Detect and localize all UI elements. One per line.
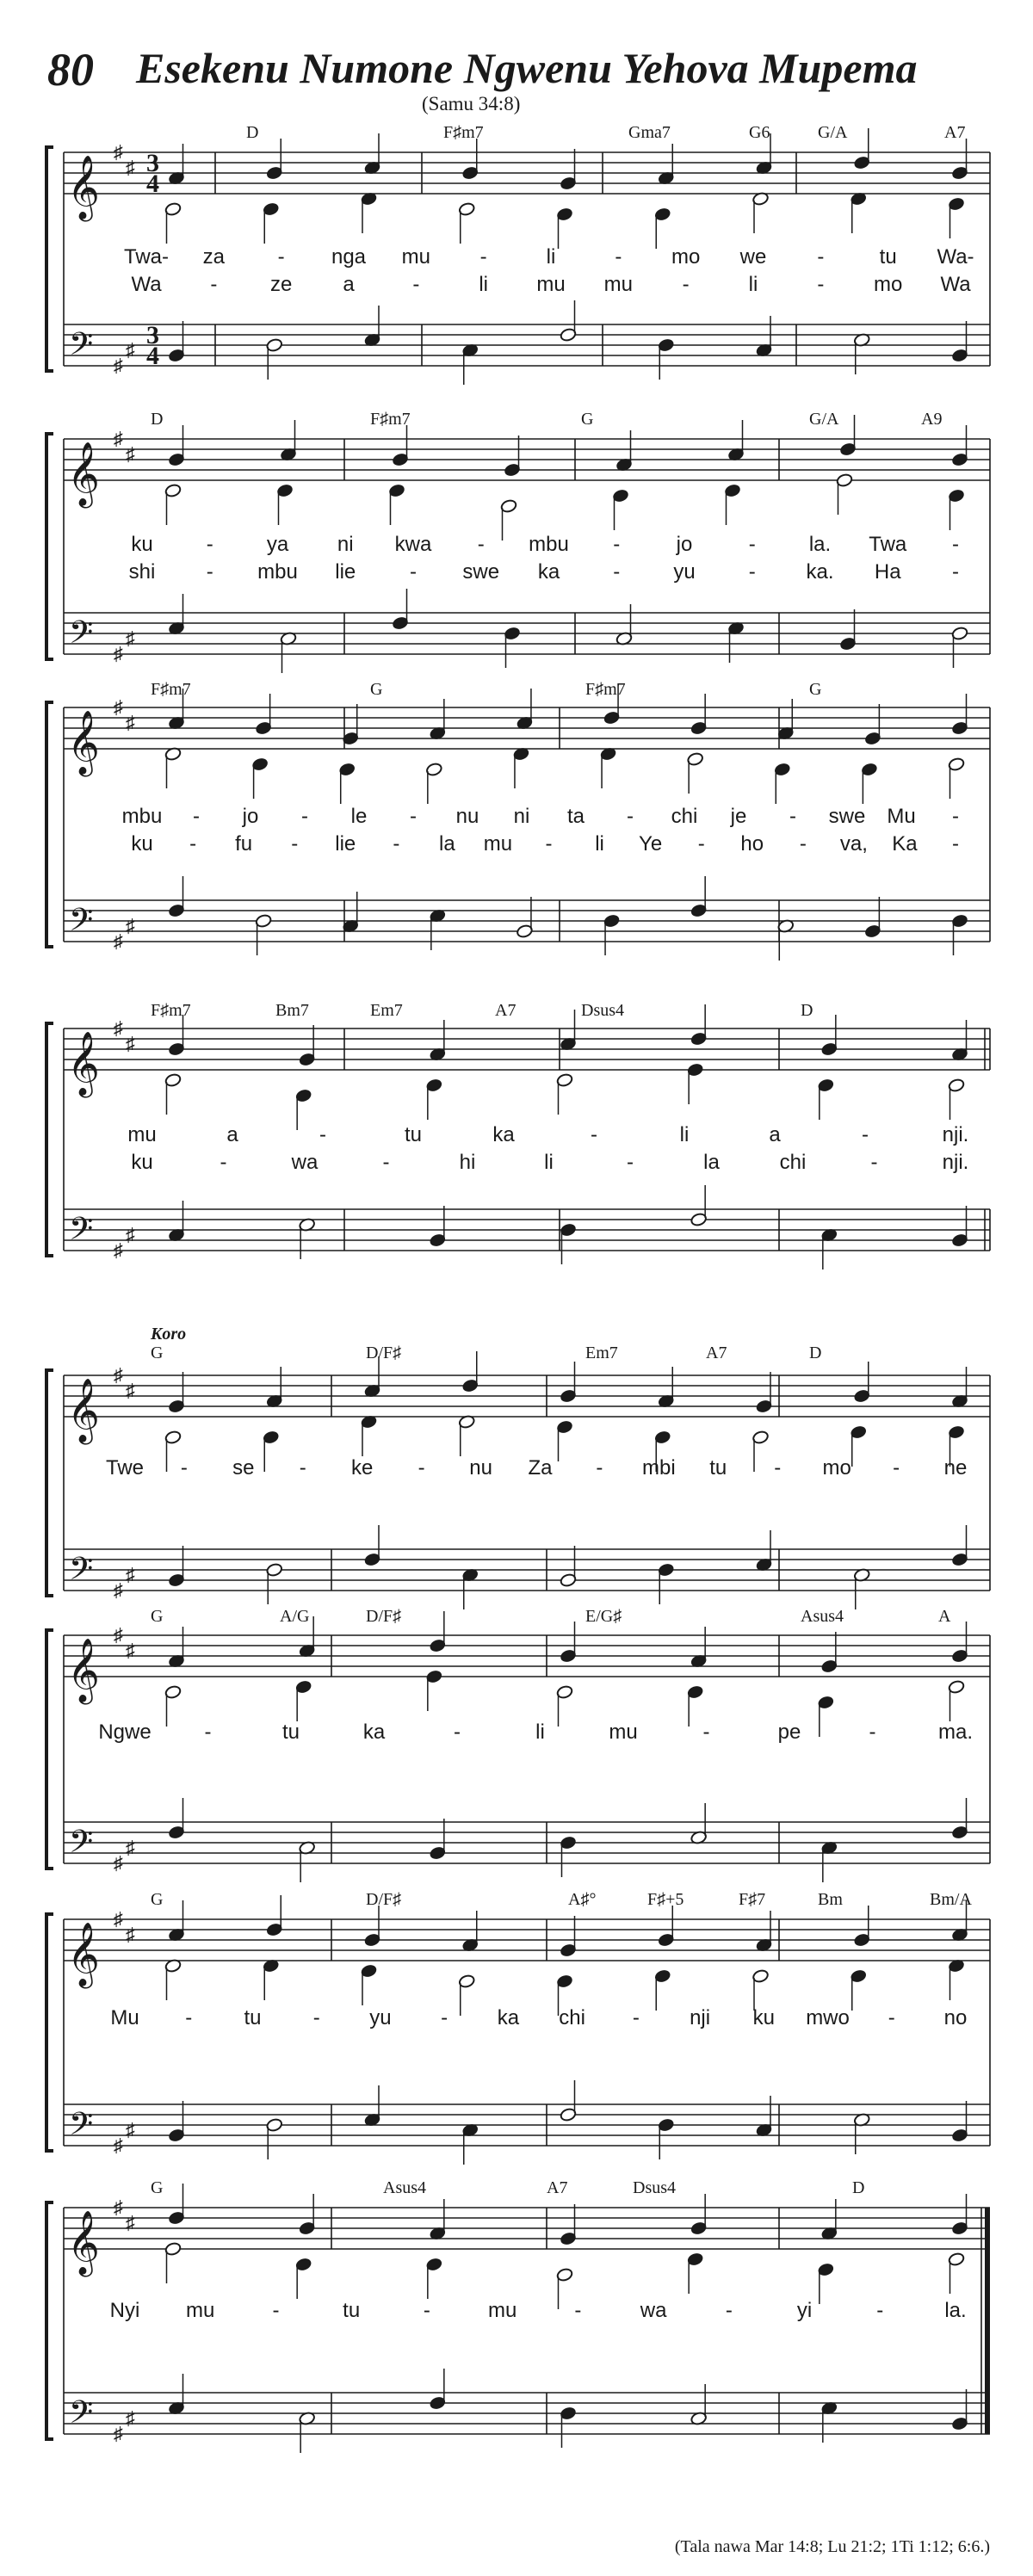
lyric-syllable: yu: [369, 2006, 392, 2029]
lyric-syllable: chi: [559, 2006, 585, 2029]
lyric-syllable: shi: [128, 560, 156, 584]
lyric-syllable: je: [730, 805, 747, 828]
chord-symbol: D/F♯: [366, 1344, 402, 1362]
lyric-syllable: mo: [822, 1456, 851, 1480]
lyric-hyphen: -: [893, 1456, 900, 1480]
lyric-syllable: Mu: [110, 2006, 139, 2029]
lyric-syllable: ni: [337, 533, 354, 556]
chord-symbol: A7: [944, 123, 966, 142]
lyric-hyphen: -: [591, 1123, 597, 1146]
lyric-syllable: ku: [131, 533, 153, 556]
chord-symbol: D: [852, 2178, 865, 2197]
bass-key-signature-c-sharp: ♯: [126, 915, 135, 936]
lyric-syllable: wa: [640, 2299, 667, 2322]
chord-symbol: A♯°: [568, 1890, 597, 1909]
lyric-hyphen: -: [774, 1456, 782, 1480]
lyric-syllable: kwa: [394, 533, 432, 556]
chord-symbol: D: [809, 1344, 822, 1362]
treble-key-signature-c-sharp: ♯: [126, 712, 135, 733]
lyric-hyphen: -: [627, 1151, 634, 1174]
lyric-syllable: Wa: [131, 273, 162, 296]
chord-symbol: G: [151, 1890, 164, 1909]
lyric-hyphen: -: [418, 1456, 425, 1480]
bass-key-signature-f-sharp: ♯: [114, 355, 123, 376]
chord-symbol: F♯+5: [647, 1890, 684, 1909]
lyric-syllable: li: [535, 1720, 545, 1744]
chord-symbol: F♯m7: [370, 410, 411, 429]
lyric-syllable: Ka: [892, 832, 918, 856]
lyric-syllable: Wa: [940, 273, 971, 296]
lyric-hyphen: -: [423, 2299, 430, 2322]
treble-key-signature-c-sharp: ♯: [126, 2212, 135, 2233]
treble-clef-icon: 𝄞: [67, 1379, 100, 1442]
lyric-syllable: yi: [796, 2299, 813, 2322]
lyric-syllable: nu: [469, 1456, 492, 1480]
bass-key-signature-c-sharp: ♯: [126, 339, 135, 361]
chord-symbol: F♯7: [739, 1890, 766, 1909]
chord-symbol: D/F♯: [366, 1890, 402, 1909]
lyric-syllable: la: [703, 1151, 720, 1174]
bass-key-signature-c-sharp: ♯: [126, 627, 135, 649]
lyric-hyphen: -: [277, 245, 285, 269]
treble-key-signature-c-sharp: ♯: [126, 1924, 135, 1945]
lyric-syllable: mu: [609, 1720, 638, 1744]
lyric-syllable: fu: [235, 832, 253, 856]
lyric-hyphen: -: [220, 1151, 227, 1174]
bass-clef-icon: 𝄢: [69, 1824, 94, 1868]
treble-key-signature-f-sharp: ♯: [114, 2196, 123, 2218]
lyric-syllable: mu: [186, 2299, 215, 2322]
chord-symbol: A/G: [280, 1607, 310, 1626]
lyric-hyphen: -: [441, 2006, 448, 2029]
lyric-syllable: li: [748, 273, 758, 296]
lyric-hyphen: -: [206, 560, 213, 584]
bass-key-signature-c-sharp: ♯: [126, 2119, 135, 2140]
system-bracket: [46, 702, 53, 947]
lyric-syllable: mbi: [642, 1456, 676, 1480]
system-bracket: [46, 1370, 53, 1596]
treble-key-signature-c-sharp: ♯: [126, 157, 135, 178]
lyric-syllable: le: [350, 805, 368, 828]
time-signature-top: 3: [146, 321, 159, 349]
section-label-koro: Koro: [151, 1325, 187, 1344]
time-signature-bottom: 4: [146, 170, 159, 198]
system-bracket: [46, 434, 53, 659]
lyric-hyphen: -: [702, 1720, 710, 1744]
scripture-reference: (Samu 34:8): [422, 93, 521, 114]
lyric-hyphen: -: [748, 560, 756, 584]
lyric-hyphen: -: [697, 832, 705, 856]
treble-key-signature-c-sharp: ♯: [126, 1640, 135, 1661]
bass-key-signature-f-sharp: ♯: [114, 643, 123, 664]
song-number: 80: [47, 44, 94, 96]
treble-clef-icon: 𝄞: [67, 1923, 100, 1986]
system-bracket: [46, 147, 53, 371]
bass-key-signature-f-sharp: ♯: [114, 2423, 123, 2444]
lyric-syllable: mu: [401, 245, 431, 269]
treble-key-signature-c-sharp: ♯: [126, 1033, 135, 1054]
chord-symbol: F♯m7: [585, 680, 626, 699]
treble-key-signature-f-sharp: ♯: [114, 1017, 123, 1039]
chord-symbol: Bm: [818, 1890, 843, 1909]
chord-symbol: G: [581, 410, 594, 429]
lyric-hyphen: -: [876, 2299, 884, 2322]
treble-clef-icon: 𝄞: [67, 156, 100, 219]
lyric-syllable: mo: [873, 273, 903, 296]
song-title: Esekenu Numone Ngwenu Yehova Mupema: [136, 44, 918, 92]
bass-key-signature-f-sharp: ♯: [114, 930, 123, 952]
lyric-syllable: mu: [127, 1123, 157, 1146]
lyric-syllable: mbu: [529, 533, 569, 556]
lyric-syllable: tu: [709, 1456, 727, 1480]
lyric-hyphen: -: [412, 273, 420, 296]
chord-symbol: Em7: [370, 1001, 403, 1020]
chord-symbol: A7: [706, 1344, 727, 1362]
chord-symbol: F♯m7: [151, 1001, 191, 1020]
lyric-hyphen: -: [545, 832, 553, 856]
lyric-hyphen: -: [189, 832, 197, 856]
lyric-hyphen: -: [393, 832, 400, 856]
chord-symbol: D: [246, 123, 259, 142]
system-bracket: [46, 1630, 53, 1869]
lyric-syllable: lie: [335, 832, 356, 856]
chord-symbol: G: [151, 2178, 164, 2197]
chord-symbol: G: [151, 1607, 164, 1626]
lyric-syllable: Wa-: [937, 245, 974, 269]
chord-symbol: Em7: [585, 1344, 618, 1362]
bass-key-signature-c-sharp: ♯: [126, 1564, 135, 1585]
lyric-hyphen: -: [725, 2299, 733, 2322]
bass-clef-icon: 𝄢: [69, 2106, 94, 2150]
chord-symbol: Dsus4: [581, 1001, 625, 1020]
lyric-hyphen: -: [870, 1151, 878, 1174]
lyric-syllable: ka: [362, 1720, 386, 1744]
lyric-syllable: li: [595, 832, 604, 856]
lyric-syllable: Mu: [887, 805, 916, 828]
lyric-syllable: Ye: [639, 832, 663, 856]
lyric-hyphen: -: [817, 245, 825, 269]
lyric-syllable: mbu: [257, 560, 298, 584]
lyric-hyphen: -: [789, 805, 796, 828]
lyric-syllable: Twa: [869, 533, 907, 556]
chord-symbol: D/F♯: [366, 1607, 402, 1626]
lyric-syllable: ka.: [806, 560, 834, 584]
bass-key-signature-c-sharp: ♯: [126, 1837, 135, 1858]
lyric-syllable: swe: [828, 805, 866, 828]
chord-symbol: Bm7: [275, 1001, 309, 1020]
bass-key-signature-f-sharp: ♯: [114, 1852, 123, 1874]
chord-symbol: F♯m7: [151, 680, 191, 699]
system-bracket: [46, 1023, 53, 1256]
chord-symbol: Gma7: [628, 123, 671, 142]
chord-symbol: Asus4: [383, 2178, 427, 2197]
bass-clef-icon: 𝄢: [69, 615, 94, 658]
lyric-hyphen: -: [382, 1151, 390, 1174]
lyric-syllable: la.: [808, 533, 832, 556]
treble-key-signature-c-sharp: ♯: [126, 1380, 135, 1401]
chord-symbol: G: [151, 1344, 164, 1362]
lyric-syllable: a: [769, 1123, 781, 1146]
lyric-hyphen: -: [682, 273, 690, 296]
bass-key-signature-c-sharp: ♯: [126, 1224, 135, 1245]
lyric-hyphen: -: [180, 1456, 188, 1480]
chord-symbol: Dsus4: [633, 2178, 677, 2197]
lyric-syllable: Nyi: [109, 2299, 140, 2322]
bass-key-signature-c-sharp: ♯: [126, 2407, 135, 2429]
lyric-syllable: mbu: [121, 805, 163, 828]
lyric-hyphen: -: [204, 1720, 212, 1744]
lyric-syllable: ya: [266, 533, 289, 556]
lyric-syllable: ni: [513, 805, 530, 828]
lyric-syllable: Za: [528, 1456, 553, 1480]
lyric-syllable: tu: [343, 2299, 361, 2322]
lyric-hyphen: -: [301, 805, 308, 828]
chord-symbol: Bm/A: [930, 1890, 972, 1909]
lyric-hyphen: -: [613, 533, 621, 556]
lyric-syllable: la.: [944, 2299, 967, 2322]
lyric-hyphen: -: [615, 245, 622, 269]
lyric-syllable: mo: [671, 245, 701, 269]
chord-symbol: Asus4: [801, 1607, 844, 1626]
lyric-syllable: ke: [351, 1456, 374, 1480]
lyric-syllable: li: [544, 1151, 554, 1174]
lyric-syllable: tu: [404, 1123, 423, 1146]
lyric-hyphen: -: [817, 273, 825, 296]
lyric-syllable: yu: [673, 560, 696, 584]
chord-symbol: A7: [495, 1001, 516, 1020]
treble-key-signature-f-sharp: ♯: [114, 141, 123, 163]
lyric-syllable: ku: [131, 832, 153, 856]
lyric-hyphen: -: [312, 2006, 320, 2029]
lyric-hyphen: -: [613, 560, 621, 584]
chord-symbol: G/A: [818, 123, 848, 142]
lyric-syllable: mwo: [806, 2006, 850, 2029]
lyric-hyphen: -: [862, 1123, 869, 1146]
lyric-syllable: tu: [244, 2006, 262, 2029]
bass-key-signature-f-sharp: ♯: [114, 2134, 123, 2156]
treble-key-signature-f-sharp: ♯: [114, 1364, 123, 1386]
lyric-hyphen: -: [952, 805, 959, 828]
lyric-syllable: Twa-: [123, 245, 170, 269]
lyric-hyphen: -: [799, 832, 807, 856]
system-bracket: [46, 2202, 53, 2439]
treble-clef-icon: 𝄞: [67, 2211, 100, 2275]
lyric-syllable: mu: [487, 2299, 517, 2322]
lyric-syllable: tu: [879, 245, 897, 269]
lyric-syllable: a: [226, 1123, 238, 1146]
chord-symbol: D: [801, 1001, 813, 1020]
lyric-syllable: ku: [752, 2006, 775, 2029]
lyric-hyphen: -: [319, 1123, 326, 1146]
lyric-hyphen: -: [952, 533, 959, 556]
lyric-syllable: li: [546, 245, 556, 269]
lyric-syllable: tu: [281, 1720, 300, 1744]
time-signature-top: 3: [146, 149, 159, 177]
lyric-hyphen: -: [299, 1456, 306, 1480]
treble-clef-icon: 𝄞: [67, 442, 100, 506]
lyric-hyphen: -: [632, 2006, 640, 2029]
lyric-syllable: ka: [537, 560, 560, 584]
lyric-hyphen: -: [627, 805, 634, 828]
bass-key-signature-f-sharp: ♯: [114, 1579, 123, 1601]
lyric-syllable: nji: [690, 2006, 711, 2029]
lyric-syllable: chi: [779, 1151, 807, 1174]
bass-clef-icon: 𝄢: [69, 902, 94, 946]
lyric-syllable: ku: [131, 1151, 153, 1174]
treble-key-signature-f-sharp: ♯: [114, 696, 123, 718]
lyric-syllable: nga: [331, 245, 367, 269]
chord-symbol: G/A: [809, 410, 839, 429]
lyric-syllable: chi: [671, 805, 698, 828]
lyric-syllable: jo: [242, 805, 259, 828]
lyric-hyphen: -: [291, 832, 299, 856]
lyric-syllable: ta: [566, 805, 585, 828]
lyric-syllable: mu: [603, 273, 634, 296]
lyric-hyphen: -: [272, 2299, 280, 2322]
bass-clef-icon: 𝄢: [69, 326, 94, 370]
lyric-syllable: va,: [839, 832, 868, 856]
lyric-hyphen: -: [479, 245, 487, 269]
lyric-syllable: Ha: [874, 560, 901, 584]
chord-symbol: F♯m7: [443, 123, 484, 142]
chord-symbol: A9: [921, 410, 943, 429]
lyric-hyphen: -: [596, 1456, 603, 1480]
lyric-hyphen: -: [206, 533, 213, 556]
treble-clef-icon: 𝄞: [67, 711, 100, 775]
lyric-syllable: Twe: [105, 1456, 145, 1480]
lyric-syllable: swe: [462, 560, 500, 584]
lyric-syllable: mu: [483, 832, 513, 856]
lyric-hyphen: -: [185, 2006, 193, 2029]
bass-clef-icon: 𝄢: [69, 1551, 94, 1595]
lyric-syllable: lie: [335, 560, 356, 584]
lyric-hyphen: -: [869, 1720, 876, 1744]
chord-symbol: A: [938, 1607, 951, 1626]
lyric-hyphen: -: [952, 560, 959, 584]
lyric-syllable: jo: [676, 533, 693, 556]
chord-symbol: D: [151, 410, 164, 429]
chord-symbol: E/G♯: [585, 1607, 622, 1626]
lyric-syllable: se: [232, 1456, 255, 1480]
chord-symbol: A7: [547, 2178, 568, 2197]
lyric-syllable: we: [739, 245, 767, 269]
lyric-syllable: ma.: [937, 1720, 974, 1744]
lyric-syllable: nji.: [942, 1151, 969, 1174]
lyric-syllable: wa: [291, 1151, 319, 1174]
chord-symbol: G: [370, 680, 383, 699]
lyric-hyphen: -: [410, 560, 417, 584]
lyric-syllable: hi: [459, 1151, 476, 1174]
chord-symbol: G: [809, 680, 822, 699]
treble-key-signature-f-sharp: ♯: [114, 1908, 123, 1930]
lyric-syllable: a: [343, 273, 355, 296]
lyric-syllable: ho: [740, 832, 764, 856]
lyric-syllable: nji.: [942, 1123, 969, 1146]
bass-clef-icon: 𝄢: [69, 1211, 94, 1255]
lyric-syllable: li: [679, 1123, 690, 1146]
lyric-syllable: mu: [536, 273, 566, 296]
lyric-syllable: Ngwe: [98, 1720, 152, 1744]
treble-key-signature-f-sharp: ♯: [114, 1624, 123, 1646]
lyric-syllable: ze: [269, 273, 293, 296]
lyric-hyphen: -: [454, 1720, 461, 1744]
lyric-hyphen: -: [210, 273, 218, 296]
lyric-hyphen: -: [193, 805, 200, 828]
lyric-hyphen: -: [952, 832, 959, 856]
lyric-hyphen: -: [748, 533, 756, 556]
lyric-syllable: ka: [497, 2006, 520, 2029]
lyric-syllable: li: [479, 273, 489, 296]
bass-clef-icon: 𝄢: [69, 2394, 94, 2438]
bass-key-signature-f-sharp: ♯: [114, 1239, 123, 1261]
lyric-hyphen: -: [477, 533, 485, 556]
lyric-syllable: ka: [492, 1123, 515, 1146]
lyric-hyphen: -: [888, 2006, 895, 2029]
lyric-syllable: no: [943, 2006, 968, 2029]
chord-symbol: G6: [749, 123, 770, 142]
lyric-hyphen: -: [574, 2299, 582, 2322]
treble-key-signature-f-sharp: ♯: [114, 428, 123, 449]
lyric-syllable: nu: [455, 805, 479, 828]
lyric-syllable: za: [202, 245, 226, 269]
treble-key-signature-c-sharp: ♯: [126, 443, 135, 465]
system-bracket: [46, 1914, 53, 2151]
scripture-footnote: (Tala nawa Mar 14:8; Lu 21:2; 1Ti 1:12; 6:6.): [674, 2537, 990, 2556]
time-signature-bottom: 4: [146, 342, 159, 370]
treble-clef-icon: 𝄞: [67, 1639, 100, 1702]
lyric-syllable: la: [439, 832, 455, 856]
lyric-syllable: ne: [943, 1456, 968, 1480]
treble-clef-icon: 𝄞: [67, 1032, 100, 1096]
lyric-syllable: pe: [777, 1720, 801, 1744]
lyric-hyphen: -: [410, 805, 417, 828]
